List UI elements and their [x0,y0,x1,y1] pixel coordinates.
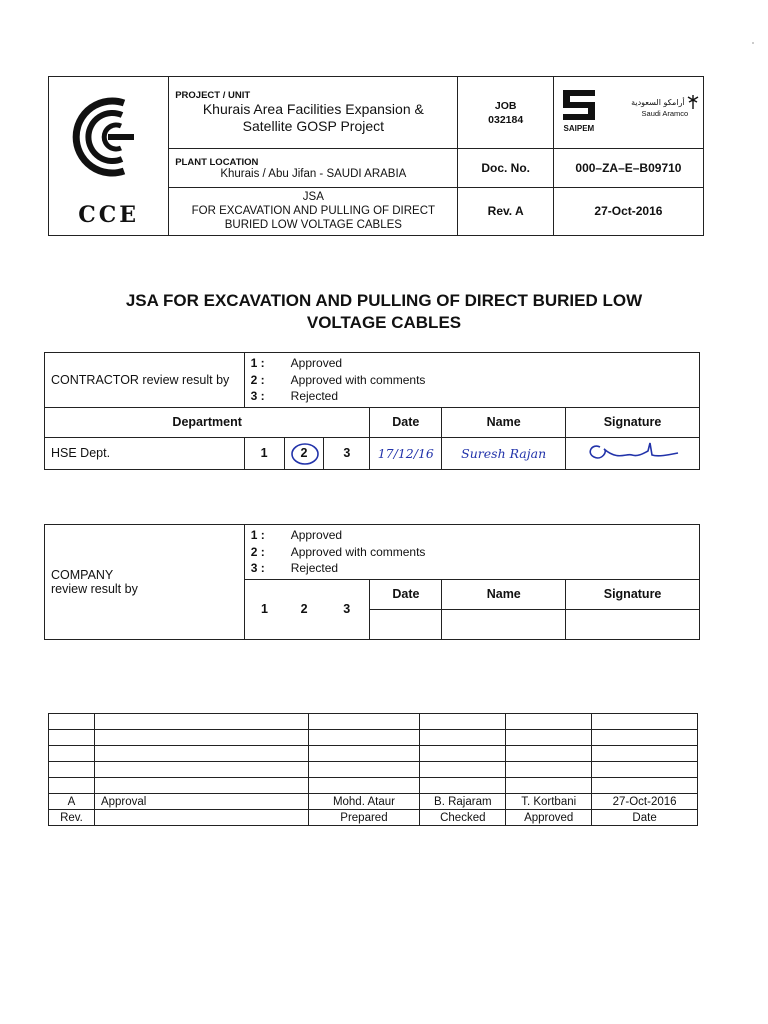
review-date: 17/12/16 [370,437,442,469]
option-num: 3 : [250,389,265,403]
cce-logo-icon [64,85,154,215]
option-num: 1 : [250,528,265,542]
company-name-header: Name [442,579,566,609]
contractor-options [244,353,699,408]
saipem-logo-icon [562,89,596,121]
rev-a-desc: Approval [94,794,308,810]
jsa-line1: JSA [302,191,324,204]
footer-approved: Approved [506,810,592,826]
option-num: 1 : [250,356,265,370]
company-date-value [370,609,442,639]
company-result-1: 1 [244,579,284,639]
jsa-line2: FOR EXCAVATION AND PULLING OF DIRECT [191,205,436,218]
doc-value: 000–ZA–E–B09710 [553,149,703,187]
plant-label: PLANT LOCATION [175,156,259,168]
rev-a-prepared: Mohd. Ataur [308,794,420,810]
footer-date: Date [592,810,698,826]
option-text: Rejected [290,561,339,575]
project-line1: Khurais Area Facilities Expansion & [202,101,424,118]
company-signature-value [566,609,700,639]
rev-label: Rev. A [458,187,553,235]
footer-blank [94,810,308,826]
project-cell [169,77,458,149]
palm-icon [687,95,699,109]
signature-header: Signature [566,407,700,437]
aramco-logo [628,95,702,118]
plant-value: Khurais / Abu Jifan - SAUDI ARABIA [220,167,407,180]
department-header: Department [45,407,370,437]
rev-a-approved: T. Kortbani [506,794,592,810]
contractor-label: CONTRACTOR review result by [45,353,245,408]
option-text: Approved [290,528,343,542]
option-num: 3 : [250,561,265,575]
result-2: 2 [300,446,308,460]
revision-table [48,713,698,826]
result-1: 1 [244,437,284,469]
job-number: 032184 [488,113,524,126]
footer-rev: Rev. [49,810,95,826]
plant-cell [169,149,458,187]
project-label: PROJECT / UNIT [175,90,251,102]
signature-cell [566,437,700,469]
signature-icon [578,439,688,465]
document-header [48,76,704,236]
company-label-line2: review result by [51,581,138,596]
company-date-header: Date [370,579,442,609]
logo-text: CCE [78,201,139,228]
revision-footer [49,810,698,826]
saipem-logo [562,89,596,133]
company-result-2: 2 [284,579,324,639]
scan-speck [752,42,754,44]
saipem-label: SAIPEM [563,124,595,133]
revision-row-a [49,794,698,810]
reviewer-name: Suresh Rajan [442,437,566,469]
name-header: Name [442,407,566,437]
option-num: 2 : [250,544,265,559]
circle-mark-icon [290,442,320,466]
company-label [45,525,245,640]
page-title [60,290,708,334]
doc-label: Doc. No. [458,149,553,187]
result-3: 3 [324,437,370,469]
company-options [244,525,699,580]
jsa-cell [169,187,458,235]
date-header: Date [370,407,442,437]
option-text: Rejected [290,389,339,403]
footer-prepared: Prepared [308,810,420,826]
client-logos-cell [553,77,703,149]
jsa-line3: BURIED LOW VOLTAGE CABLES [224,219,402,232]
option-text: Approved [290,356,343,370]
project-line2: Satellite GOSP Project [242,118,385,135]
option-num: 2 : [250,372,265,387]
rev-a: A [49,794,95,810]
company-label-line1: COMPANY [51,567,114,582]
option-text: Approved with comments [290,372,426,387]
footer-checked: Checked [420,810,506,826]
rev-a-date: 27-Oct-2016 [592,794,698,810]
cce-logo [49,77,169,236]
result-2-circled [284,437,324,469]
company-signature-header: Signature [566,579,700,609]
job-label: JOB [494,99,517,112]
aramco-arabic: أرامكو السعودية [631,97,685,107]
job-cell [458,77,553,149]
department-value: HSE Dept. [45,437,245,469]
contractor-review-table [44,352,700,470]
company-name-value [442,609,566,639]
title-line2: VOLTAGE CABLES [306,313,462,332]
rev-date: 27-Oct-2016 [553,187,703,235]
aramco-label: Saudi Aramco [641,109,689,118]
company-result-3: 3 [324,579,370,639]
option-text: Approved with comments [290,544,426,559]
title-line1: JSA FOR EXCAVATION AND PULLING OF DIRECT BURIED LOW [125,291,643,310]
company-review-table [44,524,700,640]
rev-a-checked: B. Rajaram [420,794,506,810]
